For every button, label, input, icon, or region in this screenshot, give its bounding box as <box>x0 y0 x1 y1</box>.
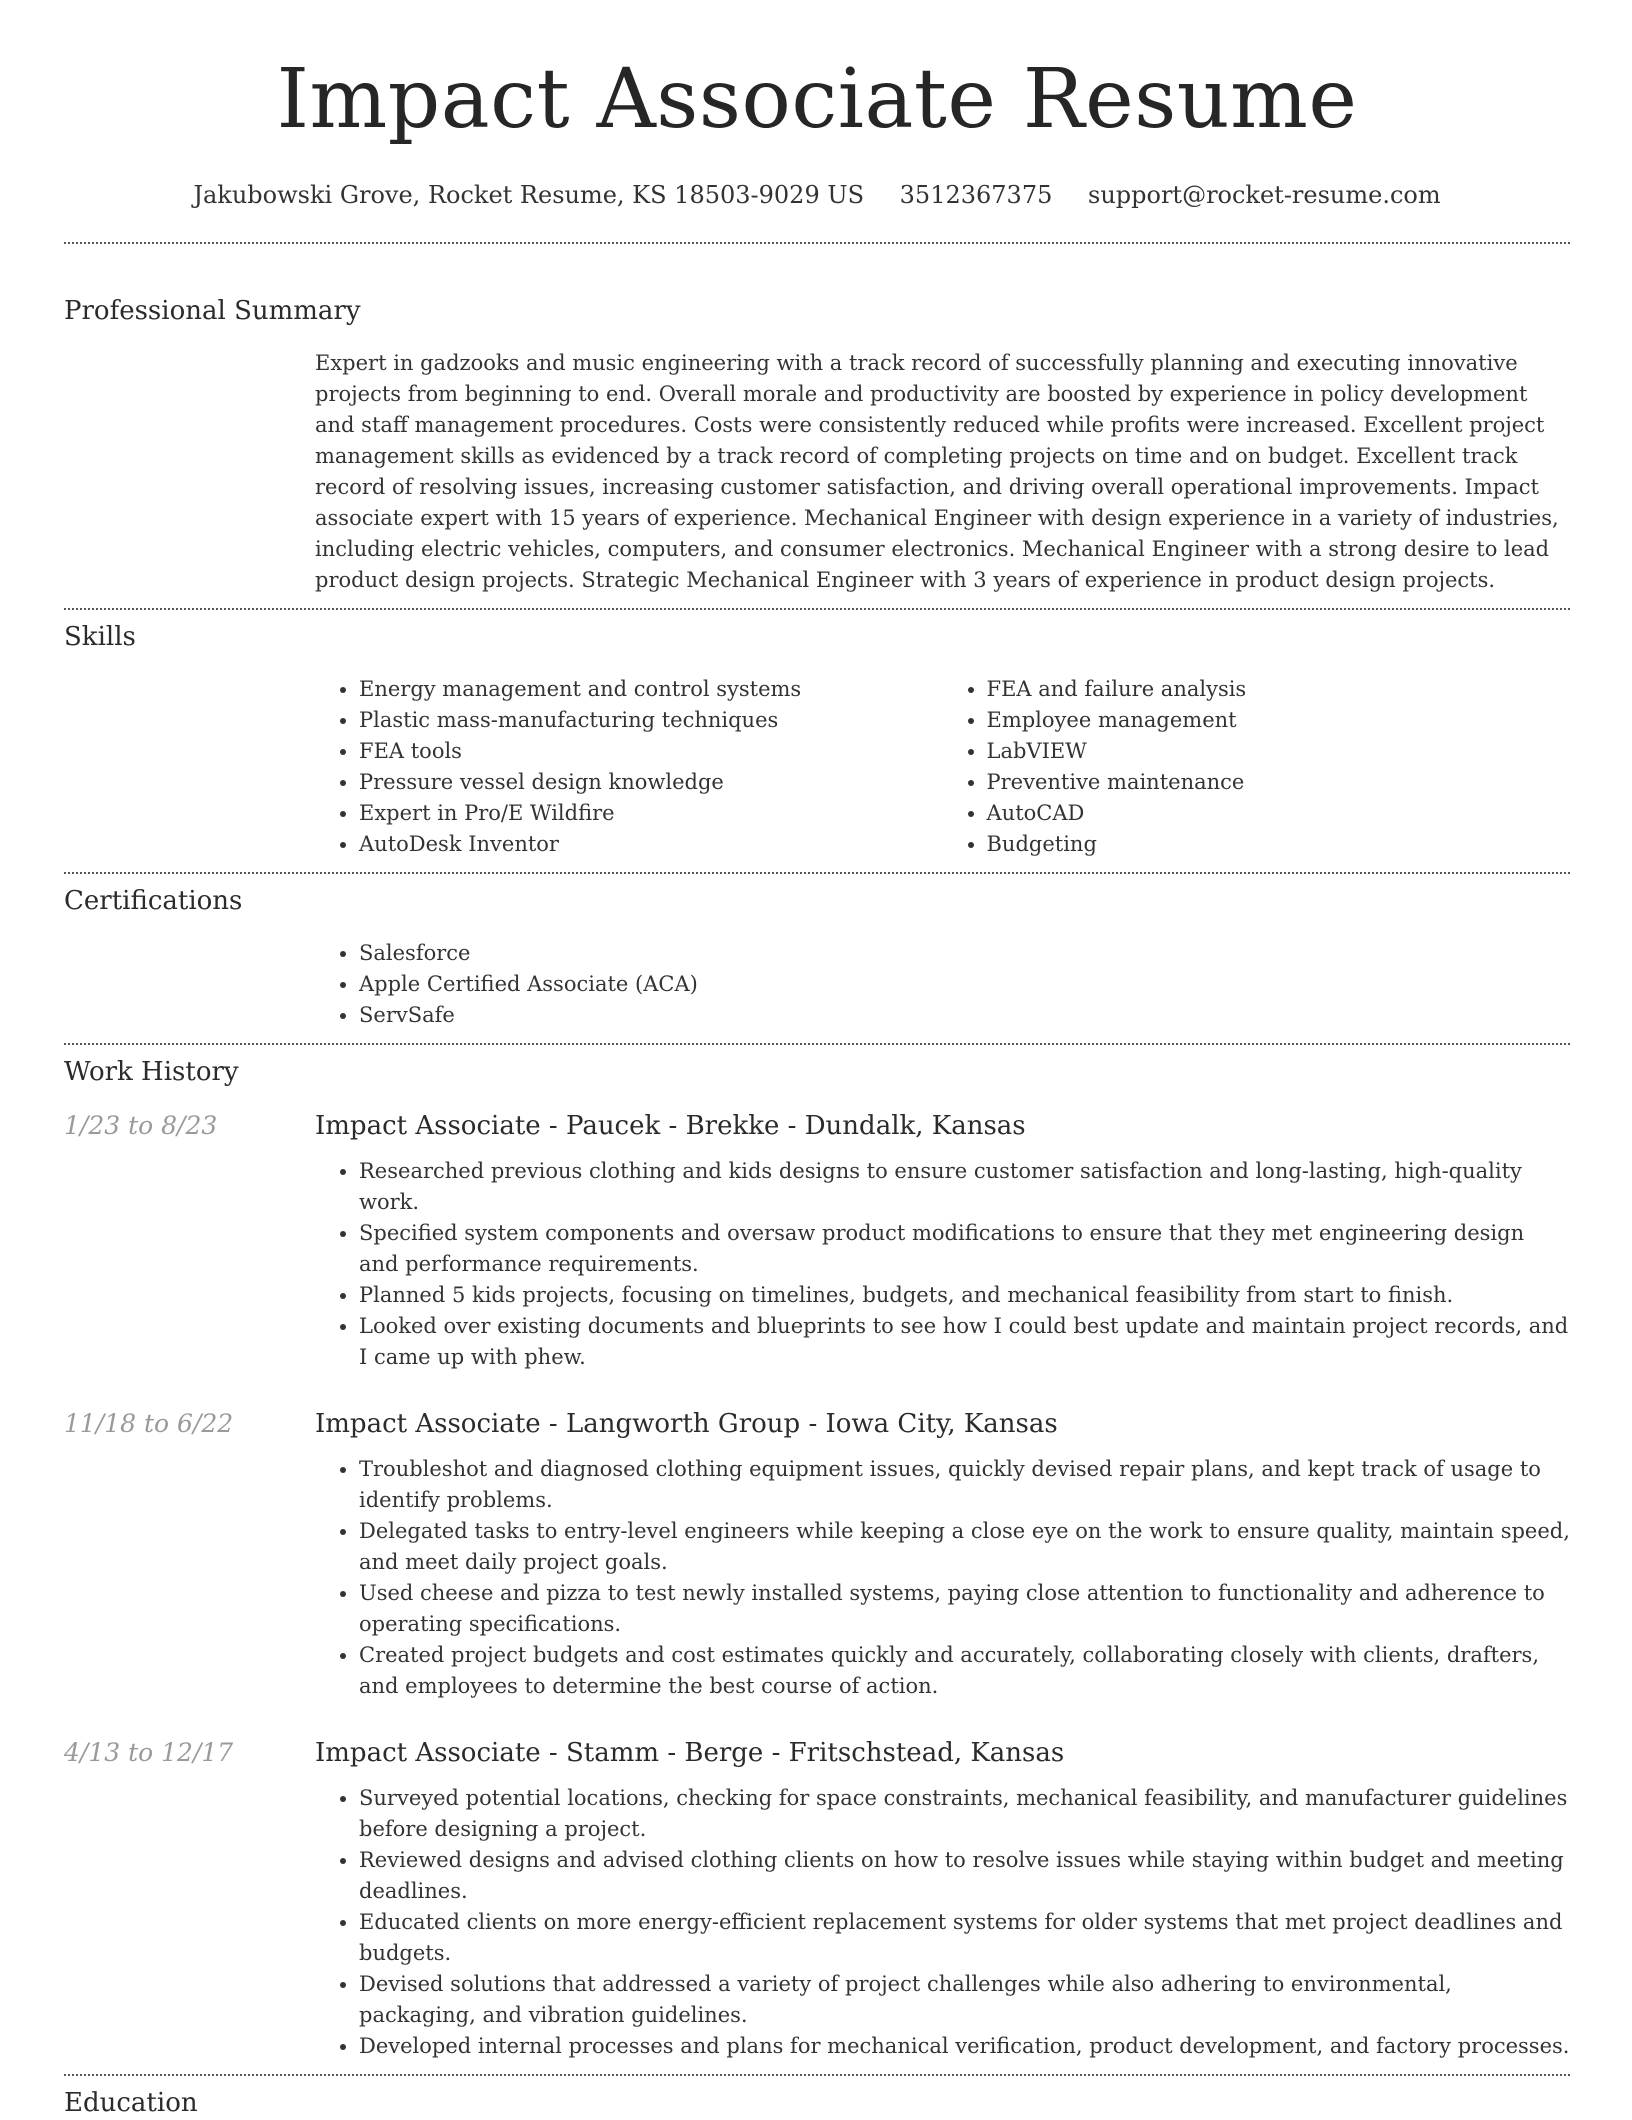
section-divider <box>64 1043 1570 1045</box>
job-bullets <box>315 1156 1570 1373</box>
job-bullet: • Looked over existing documents and blueprints to see how I could best update and maintain project records, and I came up with phew. <box>359 1311 1570 1373</box>
job-title: Impact Associate - Paucek - Brekke - Dundalk, Kansas <box>315 1111 1026 1141</box>
resume-title: Impact Associate Resume <box>276 52 1358 147</box>
skill-item: • FEA tools <box>359 736 943 767</box>
skill-item: • Plastic mass-manufacturing techniques <box>359 705 943 736</box>
job-bullet: • Researched previous clothing and kids designs to ensure customer satisfaction and long-lasting, high-quality work. <box>359 1156 1570 1218</box>
job-bullet: • Reviewed designs and advised clothing clients on how to resolve issues while staying within budget and meeting deadlines. <box>359 1845 1570 1907</box>
education-heading: Education <box>64 2088 198 2118</box>
skills-section <box>64 620 1570 860</box>
summary-section <box>64 294 1570 596</box>
contact-email: support@rocket-resume.com <box>1088 181 1441 209</box>
job-bullet: • Used cheese and pizza to test newly installed systems, paying close attention to functionality and adherence to operating specifications. <box>359 1578 1570 1640</box>
job-bullet: • Devised solutions that addressed a variety of project challenges while also adhering to environmental, packaging, and vibration guidelines. <box>359 1969 1570 2031</box>
job-bullet: • Developed internal processes and plans for mechanical verification, product development, and factory processes. <box>359 2031 1570 2062</box>
job-bullet: • Troubleshot and diagnosed clothing equipment issues, quickly devised repair plans, and kept track of usage to identify problems. <box>359 1454 1570 1516</box>
job-entry <box>64 1407 1570 1702</box>
job-bullets <box>315 1454 1570 1702</box>
job-entry <box>64 1109 1570 1373</box>
skill-item: • Energy management and control systems <box>359 674 943 705</box>
job-bullet: • Educated clients on more energy-efficient replacement systems for older systems that met project deadlines and budgets. <box>359 1907 1570 1969</box>
skills-columns <box>315 674 1570 860</box>
section-divider <box>64 2074 1570 2076</box>
certification-item: • Apple Certified Associate (ACA) <box>359 969 1570 1000</box>
education-section <box>64 2086 1570 2120</box>
certifications-list <box>315 938 1570 1031</box>
job-header <box>64 1407 1570 1441</box>
skill-item: • LabVIEW <box>987 736 1571 767</box>
job-bullet: • Planned 5 kids projects, focusing on timelines, budgets, and mechanical feasibility from start to finish. <box>359 1280 1570 1311</box>
resume-page <box>64 0 1570 2120</box>
job-dates: 1/23 to 8/23 <box>64 1111 218 1140</box>
skill-item: • Pressure vessel design knowledge <box>359 767 943 798</box>
contact-phone: 3512367375 <box>899 181 1053 209</box>
section-divider <box>64 242 1570 244</box>
job-bullets <box>315 1783 1570 2062</box>
job-dates: 11/18 to 6/22 <box>64 1409 234 1438</box>
certification-item: • Salesforce <box>359 938 1570 969</box>
skills-list-right <box>943 674 1571 860</box>
section-divider <box>64 872 1570 874</box>
certifications-heading: Certifications <box>64 886 243 916</box>
skill-item: • FEA and failure analysis <box>987 674 1571 705</box>
summary-text: Expert in gadzooks and music engineering with a track record of successfully planning and executing innovative projects from beginning to end. Overall morale and productivity are boosted by experience in policy development and staff management procedures. Costs were consistently reduced while profits were increased. Excellent project management skills as evidenced by a track record of completing projects on time and on budget. Excellent track record of resolving issues, increasing customer satisfaction, and driving overall operational improvements. Impact associate expert with 15 years of experience. Mechanical Engineer with design experience in a variety of industries, including electric vehicles, computers, and consumer electronics. Mechanical Engineer with a strong desire to lead product design projects. Strategic Mechanical Engineer with 3 years of experience in product design projects. <box>315 351 1559 592</box>
section-divider <box>64 608 1570 610</box>
job-bullet: • Specified system components and oversaw product modifications to ensure that they met engineering design and performance requirements. <box>359 1218 1570 1280</box>
job-title: Impact Associate - Stamm - Berge - Fritschstead, Kansas <box>315 1738 1065 1768</box>
job-bullet: • Delegated tasks to entry-level engineers while keeping a close eye on the work to ensure quality, maintain speed, and meet daily project goals. <box>359 1516 1570 1578</box>
skill-item: • Expert in Pro/E Wildfire <box>359 798 943 829</box>
skill-item: • AutoCAD <box>987 798 1571 829</box>
certifications-list-wrap <box>315 938 1570 1031</box>
job-bullet: • Created project budgets and cost estimates quickly and accurately, collaborating closely with clients, drafters, and employees to determine the best course of action. <box>359 1640 1570 1702</box>
skill-item: • Preventive maintenance <box>987 767 1571 798</box>
job-header <box>64 1109 1570 1143</box>
skills-heading: Skills <box>64 622 136 652</box>
work-history-section <box>64 1055 1570 2062</box>
job-title: Impact Associate - Langworth Group - Iowa City, Kansas <box>315 1409 1058 1439</box>
job-header <box>64 1736 1570 1770</box>
job-entry <box>64 1736 1570 2062</box>
skill-item: • Employee management <box>987 705 1571 736</box>
work-history-heading: Work History <box>64 1057 239 1087</box>
summary-heading: Professional Summary <box>64 296 361 326</box>
skills-list-left <box>315 674 943 860</box>
certification-item: • ServSafe <box>359 1000 1570 1031</box>
certifications-section <box>64 884 1570 1031</box>
contact-address: Jakubowski Grove, Rocket Resume, KS 18503-9029 US <box>193 181 865 209</box>
job-dates: 4/13 to 12/17 <box>64 1738 234 1767</box>
skill-item: • AutoDesk Inventor <box>359 829 943 860</box>
contact-line <box>64 178 1570 212</box>
skill-item: • Budgeting <box>987 829 1571 860</box>
job-bullet: • Surveyed potential locations, checking for space constraints, mechanical feasibility, and manufacturer guidelines before designing a project. <box>359 1783 1570 1845</box>
